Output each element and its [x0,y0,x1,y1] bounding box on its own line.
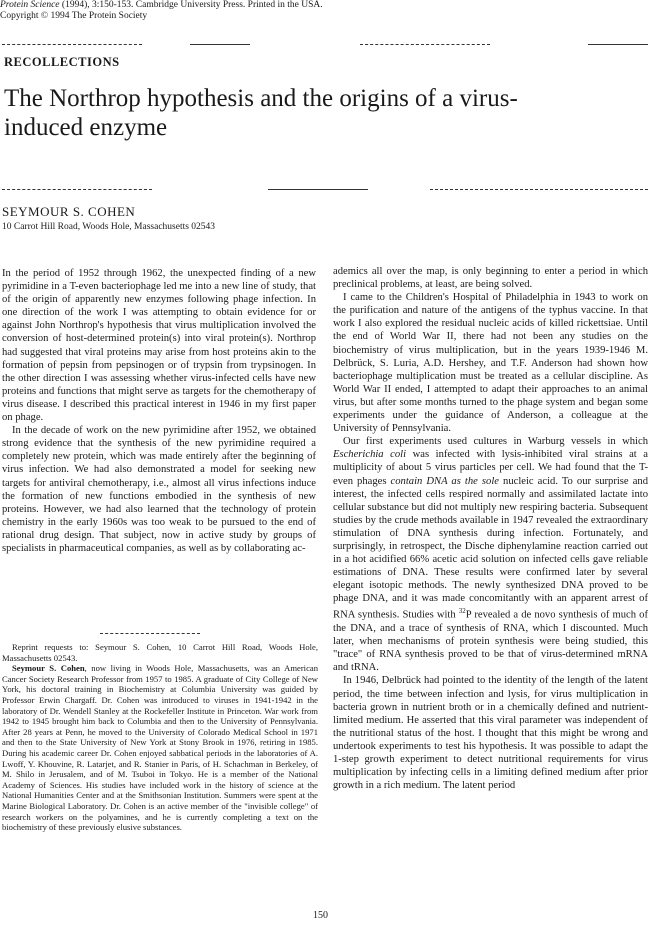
text-run: P revealed a de novo synthesis of much of the DNA, and a trace of synthesis of RNA, which I discounted. Much later, when mechanisms of protein synthesis were being studied, this "trace" of RNA synthesis proved to be that of virus-determined mRNA and tRNA. [333,609,649,674]
header-rule-dashed-left [2,44,142,45]
author-name: SEYMOUR S. COHEN [2,204,136,219]
paragraph: ademics all over the map, is only beginning to enter a period in which preclinical problems, at least, are being solved. [333,266,648,291]
paragraph: In 1946, Delbrück had pointed to the identity of the length of the latent period, the time between infection and lysis, for virus multiplication in bacteria grown in nutrient broth or in a chemically defined and nutrient-limited medium. He asserted that this viral parameter was independent of the nutritional status of the host. I thought that this might be wrong and undertook experiments to test his hypothesis. It was possible to adapt the 1-step growth experiment to detect nutritional requirements for virus multiplication by infecting cells in a limiting defined medium after prior growth in a rich medium. The latent period [333,675,648,792]
bio-name: Seymour S. Cohen [12,663,85,674]
paragraph [333,435,648,674]
page-number: 150 [313,910,328,921]
author-address: 10 Carrot Hill Road, Woods Hole, Massachusetts 02543 [2,222,216,232]
paragraph: In the decade of work on the new pyrimidine after 1952, we obtained strong evidence that the synthesis of the new pyrimidine required a completely new protein, which was made entirely after the beginning of virus infection. We had also demonstrated a model for seeking new targets for antiviral chemotherapy, i.e., almost all virus infections induce the formation of new functions embodied in the synthesis of new proteins. However, we had also learned that the technology of protein chemistry in the early 1960s was too weak to be pursued to the end of rational drug design. That subject, now in active study by groups of specialists in pharmaceutical companies, as well as by collaborating ac- [2,425,316,554]
right-column [333,265,648,792]
text-run: was infected with lysis-inhibited viral strains at a multiplicity of about 5 virus particles per cell. We had found that the T-even phages [333,449,648,487]
italic-emphasis: contain DNA as the sole [390,475,499,487]
title-rule-dashed-left [2,189,152,190]
italic-species: Escherichia coli [333,449,407,461]
title-rule-dashed-right [430,189,648,190]
copyright-line: Copyright © 1994 The Protein Society [0,11,148,21]
title-rule-solid [268,189,368,190]
header-rule-dashed-right [360,44,490,45]
header-rule-solid-right [588,44,648,45]
bio-text: , now living in Woods Hole, Massachusetts, was an American Cancer Society Research Professor from 1957 to 1985. A graduate of City College of New York, his doctoral training in Biochemistry at Columbia University was guided by Professor Erwin Chargaff. Dr. Cohen was introduced to viruses in 1941-1942 in the laboratory of Dr. Wendell Stanley at the Rockefeller Institute in Princeton. War work from 1942 to 1945 brought him back to Columbia and then to the University of Pennsylvania. After 28 years at Penn, he moved to the University of Colorado Medical School in 1971 and then to the State University of New York at Stony Brook in 1976, retiring in 1985. During his academic career Dr. Cohen enjoyed sabbatical periods in the laboratories of A. Lwoff, Y. Khouvine, R. Latarjet, and R. Stanier in Paris, of H. Schachman in Berkeley, of M. Shilo in Jerusalem, and of M. Tsuboi in Tokyo. He is a member of the National Academy of Sciences. His studies have included work in the history of science at the National Humanities Center and at the Smithsonian Institution. Summers were spent at the Marine Biological Laboratory. Dr. Cohen is an active member of the "invisible college" of research workers on the polyamines, and he is currently completing a text on the biochemistry of these previously elusive substances. [2,663,318,833]
citation-line [0,0,323,11]
footnote [2,642,318,833]
isotope-superscript: 32 [458,607,466,616]
paragraph: In the period of 1952 through 1962, the unexpected finding of a new pyrimidine in a T-even bacteriophage led me into a new line of study, that of the origin of apparently new enzymes following phage infection. In one direction of the work I was attempting to obtain evidence for or against John Northrop's hypothesis that virus multiplication involved the conversion of host-determined protein(s) into viral protein(s). Northrop had suggested that viral proteins may arise from host proteins akin to the formation of pepsin from pepsinogen or of trypsin from trypsinogen. In the other direction I was assessing whether virus-infected cells have new proteins and functions that might serve as targets for the chemotherapy of virus disease. I described this practical interest in 1946 in my first paper on phage. [2,268,316,424]
journal-header [0,0,323,22]
reprint-requests: Reprint requests to: Seymour S. Cohen, 10 Carrot Hill Road, Woods Hole, Massachusetts 02543. [2,642,318,663]
paragraph: I came to the Children's Hospital of Philadelphia in 1943 to work on the purification and nature of the antigens of the typhus vaccine. In that work I also explored the residual nucleic acids of killed rickettsiae. Until the end of World War II, there had not been any studies on the biochemistry of virus multiplication, but in the years 1939-1946 M. Delbrück, S. Luria, A.D. Hershey, and T.F. Anderson had shown how bacteriophage multiplication must be treated as a cellular discipline. As World War II ended, I attempted to adapt their approaches to an animal virus, but after some months turned to the phage system and began some experiments under the guidance of Anderson, a colleague at the University of Pennsylvania. [333,292,648,435]
citation-details: (1994), 3:150-153. Cambridge University Press. Printed in the USA. [59,0,323,10]
header-rule-solid-left [190,44,250,45]
footnote-rule [100,633,200,634]
article-title: The Northrop hypothesis and the origins of a virus-induced enzyme [4,85,518,141]
section-label: RECOLLECTIONS [4,55,120,69]
journal-name: Protein Science [0,0,60,10]
text-run: nucleic acid. To our surprise and interest, the infected cells respired normally and assimilated lactate into cellular substance but did not multiply new respiring bacteria. Subsequent studies by the crude methods available in 1947 revealed the extraordinary stimulation of DNA synthesis during infection. Fortunately, and surprisingly, in retrospect, the Dische diphenylamine reaction carried out in a hot acidified 66% acetic acid solution on infected cells gave reliable estimations of DNA. These results were confirmed later by several elegant isotopic methods. The newly synthesized DNA proved to be phage DNA, and it was made concomitantly with an apparent arrest of RNA synthesis. Studies with [333,475,648,621]
left-column [2,267,316,555]
text-run: Our first experiments used cultures in Warburg vessels in which [343,436,648,448]
author-bio [2,663,318,833]
